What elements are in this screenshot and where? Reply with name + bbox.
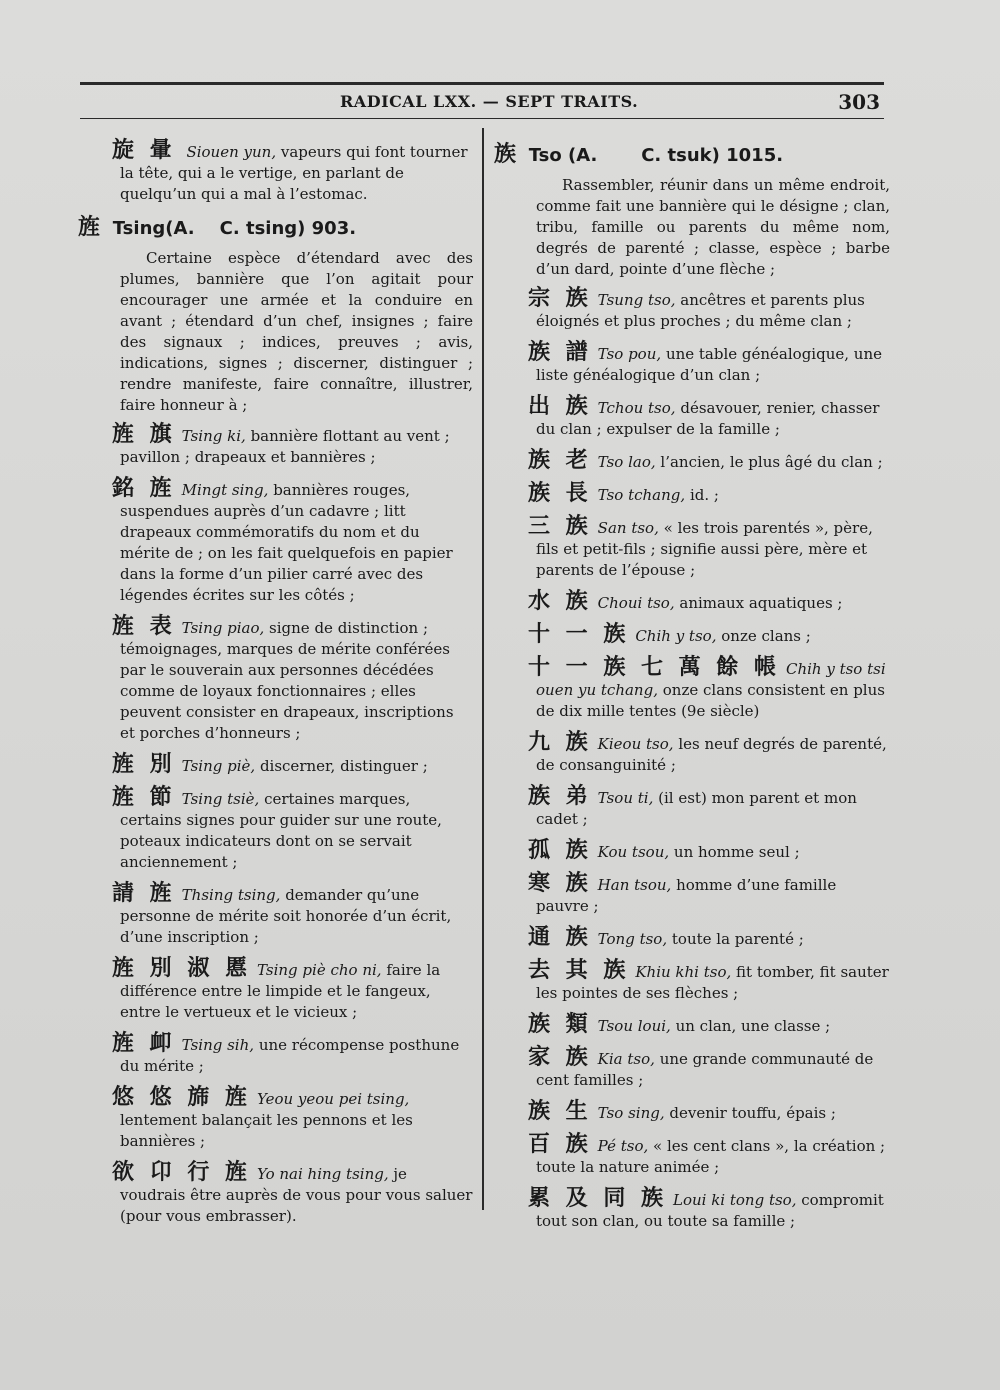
entry-romanization: Mingt sing, [181, 481, 269, 499]
entry-romanization: Loui ki tong tso, [672, 1191, 797, 1209]
entry-definition: une récompense posthune du mérite ; [120, 1036, 460, 1075]
entry-romanization: Chih y tso tsi ouen yu tchang, [536, 660, 886, 699]
entry-definition: faire la différence entre le limpide et le fangeux, entre le vertueux et le vicieux ; [120, 961, 441, 1021]
entry-definition: signe de distinction ; témoignages, marques de mérite conférées par le souverain aux personnes décédées comme de loyaux fonctionnaires ; elles peuvent consister en drapeaux, inscriptions et porches d’honneurs ; [120, 619, 454, 742]
entry-romanization: Kieou tso, [597, 735, 674, 753]
entry-characters: 族 生 [528, 1099, 592, 1124]
headword-definition: Certaine espèce d’étendard avec des plumes, bannière que l’on agitait pour encourager une armée et la conduire en avant ; étendard d’un chef, insignes ; faire des signaux ; indices, preuves ; avis, indications, signes ; discerner, distinguer ; rendre manifeste, faire connaître, illustrer, faire honneur à ; [120, 249, 473, 414]
entry [494, 786, 890, 830]
entry-definition: un clan, une classe ; [675, 1017, 831, 1035]
entry-definition: certaines marques, certains signes pour guider sur une route, poteaux indicateurs dont on se servait anciennement ; [120, 790, 442, 871]
entry-romanization: Tsung tso, [597, 291, 676, 309]
entry-romanization: Yeou yeou pei tsing, [256, 1090, 410, 1108]
entry [494, 960, 890, 1004]
entry-characters: 欲 卬 行 旌 [112, 1160, 251, 1185]
headword-character: 旌 [78, 215, 101, 240]
entry-definition: une table généalogique, une liste généalogique d’un clan ; [536, 345, 882, 384]
entry-definition: désavouer, renier, chasser du clan ; expulser de la famille ; [536, 399, 880, 438]
entry [78, 616, 473, 744]
entry-characters: 十 一 族 七 萬 餘 帳 [528, 655, 780, 680]
entry-definition: je voudrais être auprès de vous pour vous saluer (pour vous embrasser). [120, 1165, 473, 1225]
entry-romanization: Tso pou, [597, 345, 662, 363]
entry-characters: 去 其 族 [528, 958, 630, 983]
entry-romanization: Yo nai hing tsing, [256, 1165, 389, 1183]
headword-character: 族 [494, 142, 517, 167]
header-rule [80, 118, 884, 119]
entry-romanization: Pé tso, [597, 1137, 649, 1155]
entry-characters: 百 族 [528, 1132, 592, 1157]
entry-romanization: Siouen yun, [186, 143, 277, 161]
right-entries [494, 288, 890, 1232]
entry-definition: fit tomber, fit sauter les pointes de ses flèches ; [536, 963, 889, 1002]
entry-romanization: Chih y tso, [635, 627, 717, 645]
headword-title: Tsing(A. C. tsing) 903. [112, 218, 357, 239]
entry-definition: toute la parenté ; [671, 930, 804, 948]
entry-characters: 旌 別 [112, 752, 176, 777]
entry [494, 450, 890, 473]
entry-characters: 族 弟 [528, 784, 592, 809]
entry-romanization: Tso sing, [597, 1104, 665, 1122]
entry-characters: 族 譜 [528, 340, 592, 365]
entry-romanization: Tsing tsiè, [181, 790, 260, 808]
entry-characters: 出 族 [528, 394, 592, 419]
entry [494, 927, 890, 950]
entry-definition: demander qu’une personne de mérite soit honorée d’un écrit, d’une inscription ; [120, 886, 452, 946]
entry-characters: 旌 別 淑 慝 [112, 956, 251, 981]
entry-definition: ancêtres et parents plus éloignés et plus proches ; du même clan ; [536, 291, 865, 330]
entry-romanization: Tsing piè cho ni, [256, 961, 382, 979]
entry [78, 1087, 473, 1152]
entry [494, 1188, 890, 1232]
entry-characters: 族 類 [528, 1012, 592, 1037]
entry-romanization: Tsou loui, [597, 1017, 671, 1035]
entry-characters: 十 一 族 [528, 622, 630, 647]
entry [494, 1047, 890, 1091]
entry [494, 288, 890, 332]
entry [78, 478, 473, 606]
entry-characters: 族 長 [528, 481, 592, 506]
entry-characters: 三 族 [528, 514, 592, 539]
entry-definition: les neuf degrés de parenté, de consanguinité ; [536, 735, 887, 774]
entry [494, 624, 890, 647]
entry [78, 1033, 473, 1077]
entry-characters: 累 及 同 族 [528, 1186, 667, 1211]
entry [78, 883, 473, 948]
entry-characters: 悠 悠 旆 旌 [112, 1085, 251, 1110]
entry-romanization: San tso, [597, 519, 659, 537]
headword-definition: Rassembler, réunir dans un même endroit, comme fait une bannière qui le désigne ; clan, tribu, famille ou parents du même nom, degrés de parenté ; classe, espèce ; barbe d’un dard, pointe d’une flèche ; [536, 176, 890, 278]
entry [78, 754, 473, 777]
column-divider [482, 128, 484, 1210]
entry-characters: 請 旌 [112, 881, 176, 906]
entry [494, 1101, 890, 1124]
entry-characters: 銘 旌 [112, 476, 176, 501]
entry [78, 424, 473, 468]
entry-definition: (il est) mon parent et mon cadet ; [536, 789, 857, 828]
entry-romanization: Kia tso, [597, 1050, 655, 1068]
entry-romanization: Tsing ki, [181, 427, 246, 445]
entry [494, 840, 890, 863]
entry-definition: discerner, distinguer ; [259, 757, 428, 775]
entry [494, 483, 890, 506]
top-rule [80, 82, 884, 85]
entry-definition: l’ancien, le plus âgé du clan ; [660, 453, 883, 471]
left-column [78, 140, 473, 1237]
entry-romanization: Tsing piao, [181, 619, 265, 637]
entry-definition: devenir touffu, épais ; [669, 1104, 836, 1122]
page-number: 303 [838, 90, 880, 114]
entry-definition: compromit tout son clan, ou toute sa famille ; [536, 1191, 884, 1230]
entry [78, 787, 473, 873]
left-entries [78, 424, 473, 1227]
entry [494, 732, 890, 776]
entry [494, 1134, 890, 1178]
entry-characters: 宗 族 [528, 286, 592, 311]
entry-romanization: Tso tchang, [597, 486, 686, 504]
entry [494, 396, 890, 440]
entry-romanization: Tong tso, [597, 930, 668, 948]
entry-romanization: Khiu khi tso, [635, 963, 732, 981]
headword [494, 144, 890, 167]
entry-romanization: Choui tso, [597, 594, 675, 612]
entry-romanization: Kou tsou, [597, 843, 670, 861]
entry-definition: bannières rouges, suspendues auprès d’un cadavre ; litt drapeaux commémoratifs du nom et du mérite de ; on les fait quelquefois en papier dans la forme d’un pilier carré avec des légendes écrites sur les côtés ; [120, 481, 453, 604]
entry [494, 516, 890, 581]
entry-definition: onze clans ; [721, 627, 811, 645]
entry-characters: 孤 族 [528, 838, 592, 863]
entry-romanization: Tsing piè, [181, 757, 256, 775]
entry-definition: bannière flottant au vent ; pavillon ; drapeaux et bannières ; [120, 427, 450, 466]
entry [494, 873, 890, 917]
entry-characters: 族 老 [528, 448, 592, 473]
entry-characters: 家 族 [528, 1045, 592, 1070]
entry-characters: 旋 暈 [112, 138, 176, 163]
entry-romanization: Thsing tsing, [181, 886, 281, 904]
right-column [494, 140, 890, 1242]
entry [494, 342, 890, 386]
entry-romanization: Tso lao, [597, 453, 656, 471]
entry-characters: 九 族 [528, 730, 592, 755]
entry-definition: lentement balançait les pennons et les bannières ; [120, 1111, 413, 1150]
entry-definition: « les cent clans », la création ; toute la nature animée ; [536, 1137, 886, 1176]
entry-definition: une grande communauté de cent familles ; [536, 1050, 874, 1089]
entry [78, 958, 473, 1023]
entry [494, 591, 890, 614]
headword [78, 217, 473, 240]
entry [494, 1014, 890, 1037]
entry-characters: 通 族 [528, 925, 592, 950]
entry-characters: 旌 卹 [112, 1031, 176, 1056]
entry-romanization: Tsing sih, [181, 1036, 255, 1054]
entry [78, 1162, 473, 1227]
entry-characters: 旌 旗 [112, 422, 176, 447]
entry-definition: onze clans consistent en plus de dix mille tentes (9e siècle) [536, 681, 885, 720]
entry-characters: 寒 族 [528, 871, 592, 896]
entry-definition: « les trois parentés », père, fils et petit-fils ; signifie aussi père, mère et parents de l’épouse ; [536, 519, 873, 579]
entry-definition: animaux aquatiques ; [679, 594, 843, 612]
entry-characters: 旌 節 [112, 785, 176, 810]
entry-definition: vapeurs qui font tourner la tête, qui a le vertige, en parlant de quelqu’un qui a mal à l’estomac. [120, 143, 468, 203]
entry-romanization: Tchou tso, [597, 399, 676, 417]
entry [78, 140, 473, 205]
entry-characters: 水 族 [528, 589, 592, 614]
entry [494, 657, 890, 722]
entry-definition: un homme seul ; [673, 843, 800, 861]
entry-characters: 旌 表 [112, 614, 176, 639]
entry-definition: id. ; [689, 486, 719, 504]
entry-definition: homme d’une famille pauvre ; [536, 876, 837, 915]
headword-title: Tso (A. C. tsuk) 1015. [528, 145, 784, 166]
entry-romanization: Han tsou, [597, 876, 672, 894]
entry-romanization: Tsou ti, [597, 789, 654, 807]
running-header: RADICAL LXX. — SEPT TRAITS. [340, 92, 639, 111]
